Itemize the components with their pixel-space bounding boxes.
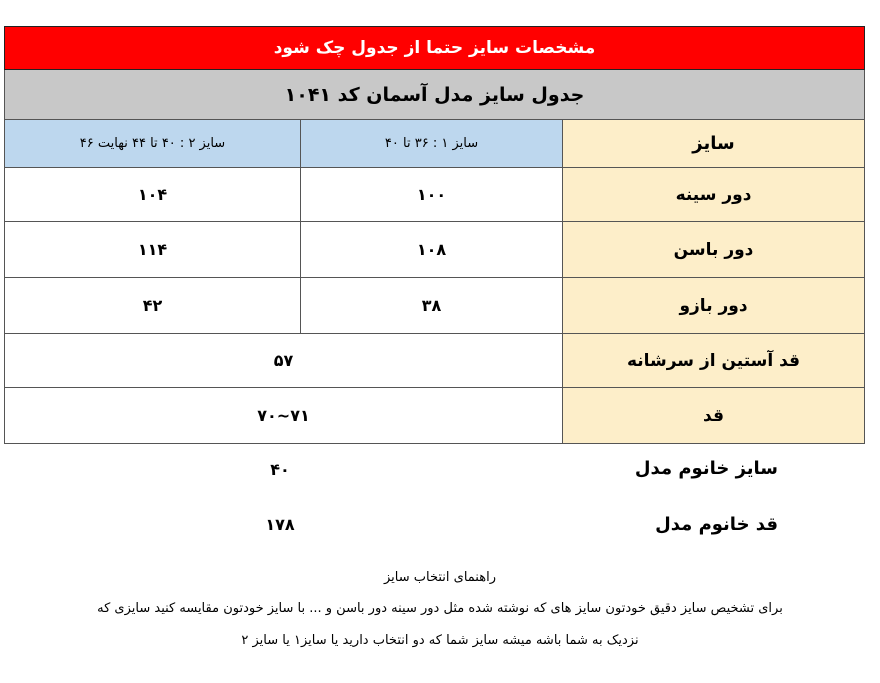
row-label-chest: دور سینه — [563, 168, 865, 222]
table-subtitle: جدول سایز مدل آسمان کد ۱۰۴۱ — [5, 70, 865, 120]
table-title: مشخصات سایز حتما از جدول چک شود — [5, 27, 865, 70]
header-size2: سایز ۲ : ۴۰ تا ۴۴ نهایت ۴۶ — [5, 120, 301, 168]
row-arm-size2: ۴۲ — [5, 278, 301, 334]
row-height-value: ۷۱~۷۰ — [5, 388, 563, 444]
model-height-label: قد خانوم مدل — [655, 514, 778, 535]
row-label-arm: دور بازو — [563, 278, 865, 334]
header-label: سایز — [563, 120, 865, 168]
row-hip-size2: ۱۱۴ — [5, 222, 301, 278]
row-label-hip: دور باسن — [563, 222, 865, 278]
table-row — [5, 222, 865, 278]
guide-title: راهنمای انتخاب سایز — [384, 570, 496, 585]
table-row — [5, 334, 865, 388]
table-row — [5, 168, 865, 222]
row-hip-size1: ۱۰۸ — [301, 222, 563, 278]
row-chest-size1: ۱۰۰ — [301, 168, 563, 222]
guide-line-1: برای تشخیص سایز دقیق خودتون سایز های که نوشته شده مثل دور سینه دور باسن و ... با سایز خودتون مقایسه کنید سایزی که — [97, 601, 783, 616]
header-size1: سایز ۱ : ۳۶ تا ۴۰ — [301, 120, 563, 168]
model-height-value: ۱۷۸ — [265, 515, 295, 534]
row-label-height: قد — [563, 388, 865, 444]
row-label-sleeve: قد آستین از سرشانه — [563, 334, 865, 388]
subtitle-row — [5, 70, 865, 120]
model-size-label: سایز خانوم مدل — [634, 458, 778, 479]
header-row — [5, 120, 865, 168]
row-arm-size1: ۳۸ — [301, 278, 563, 334]
guide-line-2: نزدیک به شما باشه میشه سایز شما که دو انتخاب دارید یا سایز۱ یا سایز ۲ — [241, 633, 639, 648]
table-row — [5, 278, 865, 334]
table-row — [5, 388, 865, 444]
row-sleeve-value: ۵۷ — [5, 334, 563, 388]
size-table — [4, 26, 865, 444]
row-chest-size2: ۱۰۴ — [5, 168, 301, 222]
model-size-value: ۴۰ — [270, 460, 290, 479]
title-row — [5, 27, 865, 70]
